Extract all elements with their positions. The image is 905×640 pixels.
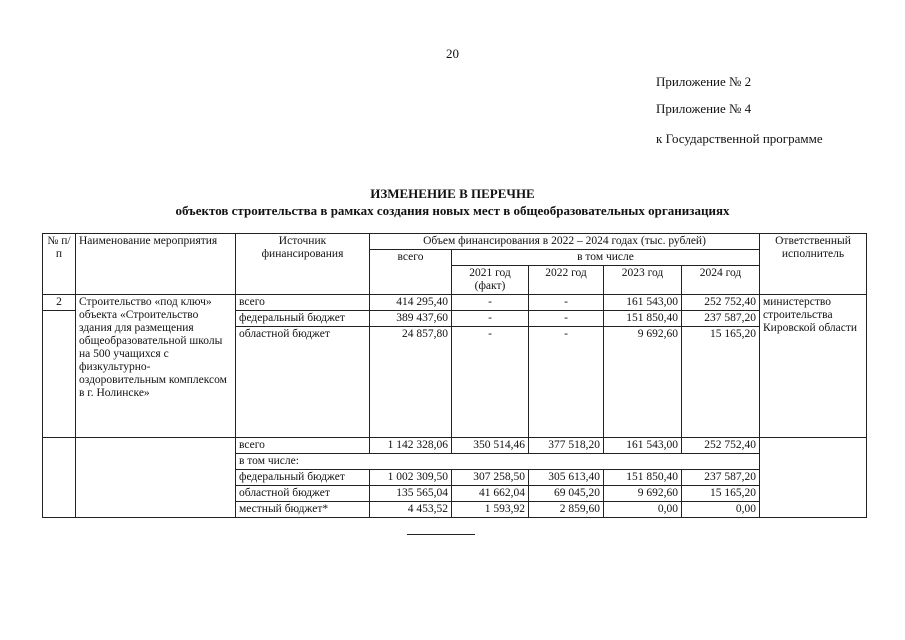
header-name: Наименование мероприятия xyxy=(76,234,236,295)
header-responsible: Ответственный исполнитель xyxy=(760,234,867,295)
object-total-1: 389 437,60 xyxy=(370,311,452,327)
object-2021-1: - xyxy=(452,311,529,327)
object-name: Строительство «под ключ» объекта «Строительство здания для размещения общеобразовательной школы на 500 учащихся с физкультурно-оздоровительным комплексом в г. Нолинске» xyxy=(76,295,236,438)
header-2021: 2021 год (факт) xyxy=(452,266,529,295)
totals-2022-regional: 69 045,20 xyxy=(529,486,604,502)
financing-table xyxy=(42,233,867,518)
object-2024-1: 237 587,20 xyxy=(682,311,760,327)
totals-total-federal: 1 002 309,50 xyxy=(370,470,452,486)
object-total-2: 24 857,80 xyxy=(370,327,452,438)
object-num-spacer-2 xyxy=(43,327,76,438)
object-responsible: министерство строительства Кировской области xyxy=(760,295,867,438)
totals-2022-local: 2 859,60 xyxy=(529,502,604,518)
totals-2023-local: 0,00 xyxy=(604,502,682,518)
object-total-0: 414 295,40 xyxy=(370,295,452,311)
object-2021-0: - xyxy=(452,295,529,311)
header-2023: 2023 год xyxy=(604,266,682,295)
object-2022-1: - xyxy=(529,311,604,327)
totals-2024-local: 0,00 xyxy=(682,502,760,518)
totals-total-all: 1 142 328,06 xyxy=(370,438,452,454)
footer-rule xyxy=(407,534,475,535)
page-number: 20 xyxy=(446,46,459,61)
totals-2023-all: 161 543,00 xyxy=(604,438,682,454)
totals-2021-regional: 41 662,04 xyxy=(452,486,529,502)
header-total: всего xyxy=(370,250,452,295)
totals-name-blank xyxy=(76,438,236,518)
totals-row-all xyxy=(43,438,867,454)
totals-source-regional: областной бюджет xyxy=(236,486,370,502)
object-row xyxy=(43,295,867,311)
object-source-1: федеральный бюджет xyxy=(236,311,370,327)
totals-source-all: всего xyxy=(236,438,370,454)
totals-2022-all: 377 518,20 xyxy=(529,438,604,454)
object-2022-2: - xyxy=(529,327,604,438)
totals-source-local: местный бюджет* xyxy=(236,502,370,518)
document-title xyxy=(0,185,905,219)
totals-total-regional: 135 565,04 xyxy=(370,486,452,502)
object-2024-2: 15 165,20 xyxy=(682,327,760,438)
header-volume: Объем финансирования в 2022 – 2024 годах (тыс. рублей) xyxy=(370,234,760,250)
totals-2024-federal: 237 587,20 xyxy=(682,470,760,486)
appendix-line-3: к Государственной программе xyxy=(656,131,823,146)
totals-2023-regional: 9 692,60 xyxy=(604,486,682,502)
object-num: 2 xyxy=(43,295,76,311)
object-num-spacer xyxy=(43,311,76,327)
totals-including-label: в том числе: xyxy=(236,454,760,470)
object-2022-0: - xyxy=(529,295,604,311)
header-2022: 2022 год xyxy=(529,266,604,295)
header-2024: 2024 год xyxy=(682,266,760,295)
object-2023-0: 161 543,00 xyxy=(604,295,682,311)
totals-2022-federal: 305 613,40 xyxy=(529,470,604,486)
totals-source-federal: федеральный бюджет xyxy=(236,470,370,486)
appendix-line-1: Приложение № 2 xyxy=(656,74,752,89)
totals-2024-all: 252 752,40 xyxy=(682,438,760,454)
object-2023-2: 9 692,60 xyxy=(604,327,682,438)
totals-2021-all: 350 514,46 xyxy=(452,438,529,454)
object-2023-1: 151 850,40 xyxy=(604,311,682,327)
title-line: ИЗМЕНЕНИЕ В ПЕРЕЧНЕ xyxy=(370,186,535,201)
header-source: Источник финансирования xyxy=(236,234,370,295)
object-source-0: всего xyxy=(236,295,370,311)
totals-responsible-blank xyxy=(760,438,867,518)
subtitle-line: объектов строительства в рамках создания новых мест в общеобразовательных организациях xyxy=(175,203,730,218)
totals-2023-federal: 151 850,40 xyxy=(604,470,682,486)
object-2024-0: 252 752,40 xyxy=(682,295,760,311)
header-row-1 xyxy=(43,234,867,250)
totals-2021-federal: 307 258,50 xyxy=(452,470,529,486)
header-num: № п/п xyxy=(43,234,76,295)
totals-2021-local: 1 593,92 xyxy=(452,502,529,518)
header-including: в том числе xyxy=(452,250,760,266)
appendix-line-2: Приложение № 4 xyxy=(656,101,752,116)
totals-2024-regional: 15 165,20 xyxy=(682,486,760,502)
totals-num-blank xyxy=(43,438,76,518)
totals-total-local: 4 453,52 xyxy=(370,502,452,518)
object-source-2: областной бюджет xyxy=(236,327,370,438)
object-2021-2: - xyxy=(452,327,529,438)
